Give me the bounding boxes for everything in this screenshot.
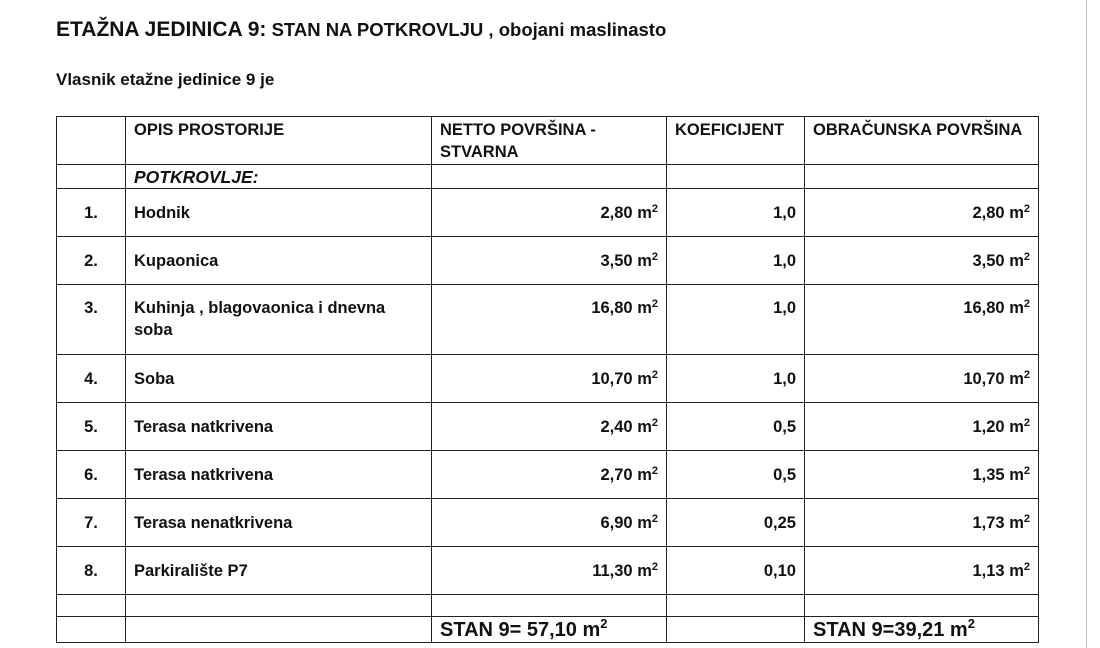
table-row — [57, 285, 1039, 355]
unit-symbol: m — [637, 417, 652, 436]
net-area-cell — [432, 237, 667, 285]
net-area-cell — [432, 499, 667, 547]
coefficient-cell: 1,0 — [667, 285, 805, 355]
calc-area-cell — [805, 189, 1039, 237]
row-number: 3. — [57, 285, 126, 355]
page-edge-line — [1086, 0, 1087, 648]
row-number: 6. — [57, 451, 126, 499]
calc-area-cell-value: 1,35 — [972, 465, 1005, 484]
table-row — [57, 403, 1039, 451]
unit-symbol: m — [637, 251, 652, 270]
unit-symbol: m — [1009, 465, 1024, 484]
room-name: Hodnik — [126, 189, 432, 237]
unit-exponent: 2 — [1023, 250, 1030, 263]
empty-cell — [57, 595, 126, 617]
net-area-cell-value: 2,70 — [600, 465, 633, 484]
empty-cell — [126, 617, 432, 643]
coefficient-cell: 0,5 — [667, 451, 805, 499]
coefficient-cell: 0,5 — [667, 403, 805, 451]
unit-symbol: m — [637, 465, 652, 484]
net-area-cell-value: 10,70 — [591, 369, 633, 388]
net-area-cell — [432, 547, 667, 595]
unit-symbol: m — [1009, 299, 1024, 317]
table-row — [57, 499, 1039, 547]
row-number: 4. — [57, 355, 126, 403]
table-row — [57, 451, 1039, 499]
unit-exponent: 2 — [651, 560, 658, 573]
calc-area-cell — [805, 237, 1039, 285]
unit-exponent: 2 — [1023, 298, 1030, 310]
total-net-text: STAN 9= 57,10 m — [440, 618, 601, 641]
unit-symbol: m — [1009, 369, 1024, 388]
calc-area-cell-value: 2,80 — [972, 203, 1005, 222]
calc-area-cell-value: 16,80 — [963, 299, 1005, 317]
calc-area-cell-value: 1,20 — [972, 417, 1005, 436]
unit-exponent: 2 — [1023, 416, 1030, 429]
section-num-cell — [57, 165, 126, 189]
calc-area-cell — [805, 547, 1039, 595]
section-calc-cell — [805, 165, 1039, 189]
owner-line: Vlasnik etažne jedinice 9 je — [56, 70, 275, 89]
unit-symbol: m — [637, 561, 652, 580]
header-calc-area: OBRAČUNSKA POVRŠINA — [805, 117, 1039, 165]
calc-area-cell-value: 10,70 — [963, 369, 1005, 388]
unit-label: ETAŽNA JEDINICA 9 — [56, 18, 260, 41]
section-net-cell — [432, 165, 667, 189]
coefficient-cell: 1,0 — [667, 189, 805, 237]
room-name: Terasa natkrivena — [126, 451, 432, 499]
calc-area-cell — [805, 355, 1039, 403]
unit-exponent: 2 — [651, 298, 658, 310]
unit-exponent: 2 — [1023, 560, 1030, 573]
unit-exponent: 2 — [1023, 202, 1030, 215]
table-row — [57, 355, 1039, 403]
empty-cell — [57, 617, 126, 643]
unit-exponent: 2 — [651, 202, 658, 215]
unit-exponent: 2 — [651, 368, 658, 381]
unit-symbol: m — [637, 369, 652, 388]
net-area-cell — [432, 355, 667, 403]
room-name: Kupaonica — [126, 237, 432, 285]
empty-cell — [667, 595, 805, 617]
unit-symbol: m — [637, 299, 652, 317]
net-area-cell-value: 11,30 — [592, 561, 633, 580]
calc-area-cell-value: 1,13 — [972, 561, 1005, 580]
total-calc-exponent: 2 — [967, 616, 975, 631]
empty-cell — [432, 595, 667, 617]
coefficient-cell: 1,0 — [667, 237, 805, 285]
section-coef-cell — [667, 165, 805, 189]
totals-row — [57, 617, 1039, 643]
row-number: 1. — [57, 189, 126, 237]
net-area-cell-value: 2,80 — [600, 203, 633, 222]
section-row — [57, 165, 1039, 189]
row-number: 7. — [57, 499, 126, 547]
empty-cell — [126, 595, 432, 617]
table-row — [57, 237, 1039, 285]
unit-exponent: 2 — [651, 512, 658, 525]
net-area-cell — [432, 451, 667, 499]
coefficient-cell: 0,25 — [667, 499, 805, 547]
unit-symbol: m — [637, 203, 652, 222]
calc-area-cell-value: 1,73 — [972, 513, 1005, 532]
header-coefficient: KOEFICIJENT — [667, 117, 805, 165]
row-number: 8. — [57, 547, 126, 595]
unit-exponent: 2 — [651, 464, 658, 477]
calc-area-cell — [805, 451, 1039, 499]
document-title — [56, 18, 666, 42]
room-name: Soba — [126, 355, 432, 403]
unit-exponent: 2 — [651, 416, 658, 429]
row-number: 5. — [57, 403, 126, 451]
unit-description: STAN NA POTKROVLJU , obojani maslinasto — [271, 19, 667, 40]
spacer-row — [57, 595, 1039, 617]
unit-symbol: m — [637, 513, 652, 532]
total-calc-text: STAN 9=39,21 m — [813, 618, 968, 641]
unit-symbol: m — [1009, 203, 1024, 222]
calc-area-cell — [805, 403, 1039, 451]
title-colon: : — [259, 18, 267, 41]
room-name: Terasa nenatkrivena — [126, 499, 432, 547]
net-area-cell — [432, 403, 667, 451]
room-name: Kuhinja , blagovaonica i dnevna soba — [126, 285, 432, 355]
net-area-cell-value: 3,50 — [600, 251, 633, 270]
table-row — [57, 189, 1039, 237]
unit-symbol: m — [1009, 417, 1024, 436]
net-area-cell-value: 6,90 — [600, 513, 633, 532]
section-label: POTKROVLJE: — [126, 165, 432, 189]
room-name: Terasa natkrivena — [126, 403, 432, 451]
unit-exponent: 2 — [1023, 368, 1030, 381]
empty-cell — [805, 595, 1039, 617]
total-net-area — [432, 617, 667, 643]
area-table — [56, 116, 1039, 643]
unit-exponent: 2 — [1023, 512, 1030, 525]
net-area-cell-value: 2,40 — [600, 417, 633, 436]
coefficient-cell: 1,0 — [667, 355, 805, 403]
row-number: 2. — [57, 237, 126, 285]
empty-cell — [667, 617, 805, 643]
unit-exponent: 2 — [651, 250, 658, 263]
header-num — [57, 117, 126, 165]
unit-exponent: 2 — [1023, 464, 1030, 477]
unit-symbol: m — [1009, 513, 1024, 532]
room-name: Parkiralište P7 — [126, 547, 432, 595]
unit-symbol: m — [1009, 251, 1024, 270]
net-area-cell-value: 16,80 — [591, 299, 633, 317]
coefficient-cell: 0,10 — [667, 547, 805, 595]
net-area-cell — [432, 285, 667, 355]
calc-area-cell — [805, 499, 1039, 547]
calc-area-cell-value: 3,50 — [972, 251, 1005, 270]
unit-symbol: m — [1009, 561, 1024, 580]
table-row — [57, 547, 1039, 595]
total-calc-area — [805, 617, 1039, 643]
calc-area-cell — [805, 285, 1039, 355]
header-net-area: NETTO POVRŠINA - STVARNA — [432, 117, 667, 165]
total-net-exponent: 2 — [600, 616, 608, 631]
net-area-cell — [432, 189, 667, 237]
header-room: OPIS PROSTORIJE — [126, 117, 432, 165]
table-header-row — [57, 117, 1039, 165]
